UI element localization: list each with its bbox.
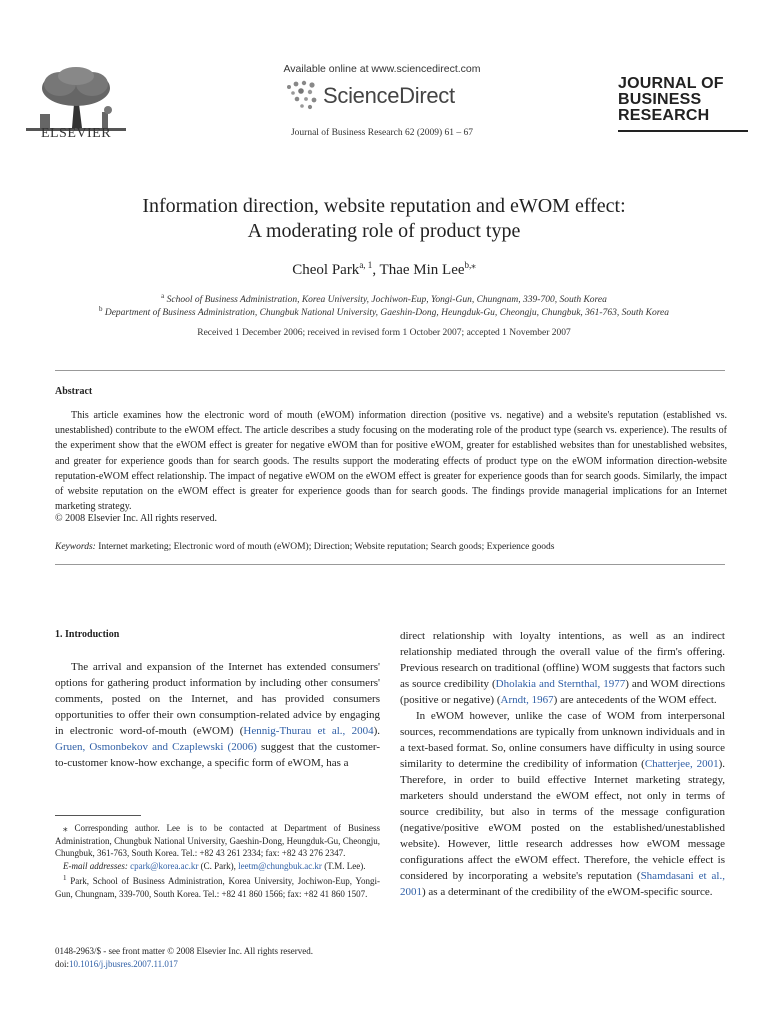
keywords-label: Keywords: [55, 542, 96, 552]
doi-link[interactable]: 10.1016/j.jbusres.2007.11.017 [69, 959, 178, 969]
citation-link[interactable]: Hennig-Thurau et al., 2004 [243, 725, 374, 737]
paragraph [400, 628, 725, 708]
affiliation-mark: b [98, 305, 103, 313]
journal-logo-rule [618, 130, 748, 132]
affiliation-a [40, 292, 728, 305]
abstract-copyright: © 2008 Elsevier Inc. All rights reserved. [55, 513, 218, 524]
author-name: Cheol Park [292, 262, 360, 278]
abstract-text: This article examines how the electronic word of mouth (eWOM) information direction (positive vs. negative) and a website's reputation (established vs. unestablished) contribute to the eWOM effect. The article describes a study focusing on the moderating role of the product type (search vs. experience). The results of the experiment show that the eWOM effect is greater for negative eWOM than for positive eWOM, greater for established websites than for unestablished websites, and greater for experience goods than for search goods. The results support the moderating effects of product type on the eWOM information direction-website reputation-eWOM effect relationship. The impact of negative eWOM on the eWOM effect is greater for experience goods than for search goods. Similarly, the impact of website reputation on the eWOM effect is greater for experience goods than for search goods. The findings provide managerial implications for an Internet marketing strategy. [55, 410, 727, 513]
citation-link[interactable]: Chatterjee, 2001 [644, 758, 719, 770]
doi-line [55, 959, 178, 969]
citation-link[interactable]: Shamdasani et al., 2001 [400, 870, 725, 898]
paragraph [55, 659, 380, 771]
article-title [60, 194, 708, 244]
paragraph-text: The arrival and expansion of the Internet has extended consumers' options for gathering product information by including other consumers' comments, posted on the Internet, and has provided consumers opportunities to offer their own consumption-related advice by engaging in electronic word-of-mouth (eWOM) ( [55, 661, 380, 737]
email-link[interactable]: cpark@korea.ac.kr [130, 860, 199, 871]
journal-logo-line3: RESEARCH [618, 107, 710, 124]
footnote-rule [55, 815, 141, 816]
footnote-1 [55, 872, 380, 900]
keywords [55, 542, 727, 552]
publisher-name: ELSEVIER [40, 126, 112, 141]
citation-link[interactable]: Gruen, Osmonbekov and Czaplewski (2006) [55, 741, 257, 753]
sciencedirect-dots-icon [283, 79, 323, 113]
divider [55, 370, 725, 371]
paragraph-text: ) and WOM directions (positive or negative) ( [400, 678, 725, 706]
email-link[interactable]: leetm@chungbuk.ac.kr [238, 860, 322, 871]
author-affiliation-mark: a, 1 [359, 260, 373, 270]
issn-line: 0148-2963/$ - see front matter © 2008 Elsevier Inc. All rights reserved. [55, 946, 314, 956]
paragraph-text: ). [373, 725, 381, 737]
divider [55, 564, 725, 565]
available-online-text: Available online at www.sciencedirect.com [283, 63, 481, 75]
paragraph-text: suggest that the customer-to-customer know-how exchange, a specific form of eWOM, has a [55, 741, 381, 769]
affiliation-mark: a [161, 292, 165, 300]
citation-link[interactable]: Dholakia and Sternthal, 1977 [495, 678, 626, 690]
received-dates: Received 1 December 2006; received in revised form 1 October 2007; accepted 1 November 2007 [197, 328, 571, 338]
abstract-heading: Abstract [55, 386, 93, 397]
doi-label: doi: [55, 959, 70, 969]
email-owner: (C. Park), [198, 860, 239, 871]
journal-citation: Journal of Business Research 62 (2009) 61 – 67 [290, 128, 474, 138]
journal-logo-line2: BUSINESS [618, 91, 702, 108]
affiliation-text: Department of Business Administration, Chungbuk National University, Gaeshin-Dong, Heungduk-Gu, Cheongju, Chungbuk, 361-763, South Korea [104, 308, 670, 319]
email-owner: (T.M. Lee). [321, 860, 366, 871]
citation-link[interactable]: Arndt, 1967 [500, 694, 554, 706]
paragraph-text: ) are antecedents of the WOM effect. [553, 694, 717, 706]
paragraph-text: In eWOM however, unlike the case of WOM from interpersonal sources, recommendations are typically from unknown individuals and in a text-based format. So, online consumers have difficulty in using source similarity to determine the credibility of information ( [400, 710, 725, 770]
keywords-text: Internet marketing; Electronic word of mouth (eWOM); Direction; Website reputation; Search goods; Experience goods [95, 542, 555, 552]
paragraph-text: ). Therefore, in order to build effective Internet marketing strategy, marketers should understand the eWOM effect, not only in terms of source credibility, but also in terms of the message configuration (negative/positive eWOM posted on the established/unestablished website). However, little research addresses how eWOM message configurations affect the eWOM effect. Therefore, the vehicle effect is considered by incorporating a website's reputation ( [400, 758, 725, 882]
author-list [60, 260, 708, 279]
section-heading: 1. Introduction [55, 629, 120, 640]
footnotes [55, 822, 380, 901]
footnote-emails [55, 860, 380, 873]
footnote-text: Park, School of Business Administration, Korea University, Jochiwon-Eup, Yongi-Gun, Chungnam, 339-700, South Korea. Tel.: +82 41 860 1566; fax: +82 41 860 1507. [55, 876, 380, 899]
title-line-1: Information direction, website reputation and eWOM effect: [142, 195, 626, 217]
email-label: E-mail addresses: [63, 860, 128, 871]
paragraph [400, 708, 725, 900]
author-separator: , [372, 262, 380, 278]
paragraph-text: direct relationship with loyalty intentions, as well as an indirect relationship mediated through the overall value of the firm's offering. Previous research on traditional (offline) WOM suggests that factors such as source credibility ( [400, 630, 725, 690]
journal-logo [618, 76, 748, 124]
affiliation-text: School of Business Administration, Korea University, Jochiwon-Eup, Yongi-Gun, Chungnam, 339-700, South Korea [166, 295, 607, 306]
sciencedirect-wordmark: ScienceDirect [323, 83, 455, 108]
affiliation-b [40, 305, 728, 318]
right-column [400, 628, 725, 900]
author-affiliation-mark: b,⁎ [464, 260, 476, 270]
paragraph-text: ) as a determinant of the credibility of the eWOM-specific source. [422, 886, 713, 898]
left-column [55, 659, 380, 771]
footnote-mark: 1 [63, 874, 67, 883]
footnote-corresponding: ⁎ Corresponding author. Lee is to be contacted at Department of Business Administration, Chungbuk National University, Gaeshin-Dong, Heungduk-Gu, Cheongju, Chungbuk, 361-763, South Korea. Tel.: +82 43 261 2334; fax: +82 43 276 2347. [55, 823, 380, 859]
sciencedirect-logo [283, 79, 473, 113]
author-name: Thae Min Lee [379, 262, 465, 278]
title-line-2: A moderating role of product type [247, 220, 521, 242]
journal-logo-line1: JOURNAL OF [618, 75, 724, 92]
